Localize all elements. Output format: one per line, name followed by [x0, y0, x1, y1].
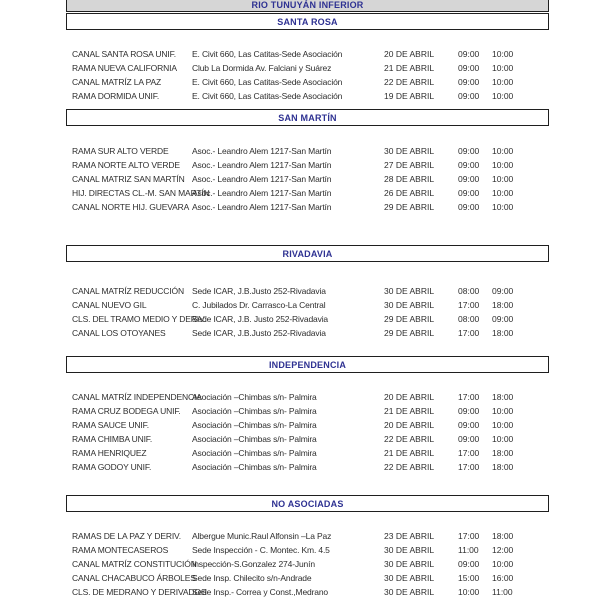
- start-time: 09:00: [458, 202, 480, 212]
- canal-name: CANAL MATRIZ SAN MARTÍN: [72, 174, 185, 184]
- assembly-date: 19 DE ABRIL: [384, 91, 435, 101]
- canal-name: CLS. DE MEDRANO Y DERIVADOS: [72, 587, 207, 597]
- table-row: [66, 186, 549, 200]
- end-time: 10:00: [492, 406, 514, 416]
- zone-title: SAN MARTÍN: [278, 112, 337, 123]
- canal-name: HIJ. DIRECTAS CL.-M. SAN MARTÍN: [72, 188, 210, 198]
- start-time: 15:00: [458, 573, 480, 583]
- end-time: 09:00: [492, 314, 514, 324]
- end-time: 18:00: [492, 328, 514, 338]
- end-time: 18:00: [492, 300, 514, 310]
- table-row: [66, 460, 549, 474]
- table-row: [66, 200, 549, 214]
- canal-name: CANAL MATRÍZ REDUCCIÓN: [72, 286, 184, 296]
- schedule-document: [66, 0, 549, 599]
- start-time: 17:00: [458, 328, 480, 338]
- venue-address: Asociación –Chimbas s/n- Palmira: [192, 462, 317, 472]
- canal-name: RAMA MONTECASEROS: [72, 545, 169, 555]
- assembly-date: 29 DE ABRIL: [384, 202, 435, 212]
- zone-title: NO ASOCIADAS: [271, 498, 344, 509]
- zone-header-box: [66, 245, 549, 262]
- zone-section: [66, 13, 549, 103]
- start-time: 17:00: [458, 300, 480, 310]
- venue-address: Albergue Munic.Raul Alfonsin –La Paz: [192, 531, 332, 541]
- river-title-banner: [66, 0, 549, 12]
- assembly-date: 29 DE ABRIL: [384, 328, 435, 338]
- canal-name: CANAL MATRÍZ LA PAZ: [72, 77, 162, 87]
- start-time: 09:00: [458, 77, 480, 87]
- start-time: 09:00: [458, 188, 480, 198]
- start-time: 08:00: [458, 314, 480, 324]
- table-row: [66, 571, 549, 585]
- start-time: 09:00: [458, 174, 480, 184]
- start-time: 17:00: [458, 462, 480, 472]
- start-time: 17:00: [458, 531, 480, 541]
- venue-address: Sede Insp.- Correa y Const.,Medrano: [192, 587, 329, 597]
- end-time: 10:00: [492, 146, 514, 156]
- canal-name: CANAL CHACABUCO ÁRBOLES: [72, 573, 196, 583]
- end-time: 10:00: [492, 160, 514, 170]
- zone-header-box: [66, 109, 549, 126]
- start-time: 09:00: [458, 146, 480, 156]
- assembly-date: 21 DE ABRIL: [384, 448, 435, 458]
- table-row: [66, 172, 549, 186]
- end-time: 18:00: [492, 392, 514, 402]
- zone-rows: [66, 144, 549, 214]
- table-row: [66, 446, 549, 460]
- assembly-date: 30 DE ABRIL: [384, 587, 435, 597]
- canal-name: RAMA SAUCE UNIF.: [72, 420, 149, 430]
- canal-name: RAMA DORMIDA UNIF.: [72, 91, 160, 101]
- venue-address: Asociación –Chimbas s/n- Palmira: [192, 434, 317, 444]
- assembly-date: 23 DE ABRIL: [384, 531, 435, 541]
- start-time: 17:00: [458, 392, 480, 402]
- end-time: 10:00: [492, 202, 514, 212]
- table-row: [66, 158, 549, 172]
- assembly-date: 20 DE ABRIL: [384, 49, 435, 59]
- end-time: 10:00: [492, 420, 514, 430]
- table-row: [66, 432, 549, 446]
- canal-name: CANAL NUEVO GIL: [72, 300, 147, 310]
- venue-address: Sede ICAR, J.B.Justo 252-Rivadavia: [192, 286, 326, 296]
- start-time: 09:00: [458, 420, 480, 430]
- table-row: [66, 326, 549, 340]
- river-title: RIO TUNUYÁN INFERIOR: [251, 0, 364, 10]
- zone-section: [66, 495, 549, 599]
- venue-address: Asoc.- Leandro Alem 1217-San Martín: [192, 174, 332, 184]
- venue-address: Asociación –Chimbas s/n- Palmira: [192, 448, 317, 458]
- canal-name: RAMA HENRIQUEZ: [72, 448, 147, 458]
- zone-section: [66, 109, 549, 214]
- canal-name: RAMA GODOY UNIF.: [72, 462, 152, 472]
- end-time: 10:00: [492, 77, 514, 87]
- table-row: [66, 418, 549, 432]
- start-time: 09:00: [458, 49, 480, 59]
- canal-name: RAMA NORTE ALTO VERDE: [72, 160, 180, 170]
- table-row: [66, 284, 549, 298]
- start-time: 10:00: [458, 587, 480, 597]
- zone-header-box: [66, 495, 549, 512]
- zone-rows: [66, 284, 549, 340]
- sections: [66, 13, 549, 599]
- venue-address: E. Civit 660, Las Catitas-Sede Asociación: [192, 77, 343, 87]
- assembly-date: 22 DE ABRIL: [384, 462, 435, 472]
- end-time: 09:00: [492, 286, 514, 296]
- end-time: 18:00: [492, 448, 514, 458]
- canal-name: RAMAS DE LA PAZ Y DERIV.: [72, 531, 181, 541]
- table-row: [66, 75, 549, 89]
- end-time: 10:00: [492, 188, 514, 198]
- zone-rows: [66, 390, 549, 474]
- assembly-date: 30 DE ABRIL: [384, 545, 435, 555]
- end-time: 10:00: [492, 63, 514, 73]
- start-time: 09:00: [458, 91, 480, 101]
- table-row: [66, 298, 549, 312]
- canal-name: RAMA CRUZ BODEGA UNIF.: [72, 406, 181, 416]
- start-time: 09:00: [458, 63, 480, 73]
- table-row: [66, 312, 549, 326]
- table-row: [66, 61, 549, 75]
- venue-address: Sede Inspección - C. Montec. Km. 4.5: [192, 545, 330, 555]
- canal-name: RAMA NUEVA CALIFORNIA: [72, 63, 177, 73]
- venue-address: Club La Dormida Av. Falciani y Suárez: [192, 63, 332, 73]
- canal-name: CANAL MATRÍZ INDEPENDENCIA: [72, 392, 202, 402]
- table-row: [66, 404, 549, 418]
- venue-address: Asoc.- Leandro Alem 1217-San Martín: [192, 188, 332, 198]
- zone-rows: [66, 47, 549, 103]
- venue-address: C. Jubilados Dr. Carrasco-La Central: [192, 300, 326, 310]
- venue-address: Asoc.- Leandro Alem 1217-San Martín: [192, 146, 332, 156]
- zone-header-box: [66, 13, 549, 30]
- start-time: 09:00: [458, 434, 480, 444]
- end-time: 10:00: [492, 434, 514, 444]
- assembly-date: 22 DE ABRIL: [384, 434, 435, 444]
- venue-address: Asoc.- Leandro Alem 1217-San Martín: [192, 202, 332, 212]
- start-time: 09:00: [458, 160, 480, 170]
- assembly-date: 30 DE ABRIL: [384, 146, 435, 156]
- zone-header-box: [66, 356, 549, 373]
- canal-name: RAMA SUR ALTO VERDE: [72, 146, 169, 156]
- end-time: 10:00: [492, 91, 514, 101]
- assembly-date: 20 DE ABRIL: [384, 392, 435, 402]
- table-row: [66, 89, 549, 103]
- end-time: 10:00: [492, 49, 514, 59]
- venue-address: Asociación –Chimbas s/n- Palmira: [192, 406, 317, 416]
- end-time: 12:00: [492, 545, 514, 555]
- canal-name: CANAL NORTE HIJ. GUEVARA: [72, 202, 190, 212]
- zone-title: SANTA ROSA: [277, 16, 338, 27]
- table-row: [66, 47, 549, 61]
- start-time: 08:00: [458, 286, 480, 296]
- assembly-date: 29 DE ABRIL: [384, 314, 435, 324]
- end-time: 10:00: [492, 174, 514, 184]
- assembly-date: 21 DE ABRIL: [384, 63, 435, 73]
- zone-section: [66, 356, 549, 474]
- start-time: 09:00: [458, 406, 480, 416]
- table-row: [66, 144, 549, 158]
- assembly-date: 22 DE ABRIL: [384, 77, 435, 87]
- assembly-date: 30 DE ABRIL: [384, 573, 435, 583]
- canal-name: CANAL SANTA ROSA UNIF.: [72, 49, 176, 59]
- assembly-date: 30 DE ABRIL: [384, 559, 435, 569]
- assembly-date: 27 DE ABRIL: [384, 160, 435, 170]
- end-time: 10:00: [492, 559, 514, 569]
- assembly-date: 20 DE ABRIL: [384, 420, 435, 430]
- canal-name: CANAL MATRÍZ CONSTITUCIÓN: [72, 559, 197, 569]
- table-row: [66, 390, 549, 404]
- venue-address: Asociación –Chimbas s/n- Palmira: [192, 392, 317, 402]
- end-time: 18:00: [492, 531, 514, 541]
- canal-name: CANAL LOS OTOYANES: [72, 328, 166, 338]
- venue-address: Inspección-S.Gonzalez 274-Junín: [192, 559, 315, 569]
- venue-address: Sede ICAR, J.B.Justo 252-Rivadavia: [192, 328, 326, 338]
- end-time: 18:00: [492, 462, 514, 472]
- zone-title: INDEPENDENCIA: [268, 359, 347, 370]
- venue-address: Asociación –Chimbas s/n- Palmira: [192, 420, 317, 430]
- zone-section: [66, 245, 549, 340]
- venue-address: Sede ICAR, J.B. Justo 252-Rivadavia: [192, 314, 329, 324]
- end-time: 11:00: [492, 587, 513, 597]
- venue-address: E. Civit 660, Las Catitas-Sede Asociación: [192, 91, 343, 101]
- table-row: [66, 543, 549, 557]
- canal-name: RAMA CHIMBA UNIF.: [72, 434, 153, 444]
- assembly-date: 30 DE ABRIL: [384, 286, 435, 296]
- assembly-date: 28 DE ABRIL: [384, 174, 435, 184]
- assembly-date: 30 DE ABRIL: [384, 300, 435, 310]
- assembly-date: 26 DE ABRIL: [384, 188, 435, 198]
- zone-rows: [66, 529, 549, 599]
- end-time: 16:00: [492, 573, 514, 583]
- table-row: [66, 529, 549, 543]
- venue-address: Sede Insp. Chilecito s/n-Andrade: [192, 573, 312, 583]
- start-time: 17:00: [458, 448, 480, 458]
- canal-name: CLS. DEL TRAMO MEDIO Y DERIV.: [72, 314, 206, 324]
- venue-address: Asoc.- Leandro Alem 1217-San Martín: [192, 160, 332, 170]
- assembly-date: 21 DE ABRIL: [384, 406, 435, 416]
- table-row: [66, 557, 549, 571]
- start-time: 09:00: [458, 559, 480, 569]
- venue-address: E. Civit 660, Las Catitas-Sede Asociación: [192, 49, 343, 59]
- table-row: [66, 585, 549, 599]
- zone-title: RIVADAVIA: [282, 248, 333, 259]
- start-time: 11:00: [458, 545, 479, 555]
